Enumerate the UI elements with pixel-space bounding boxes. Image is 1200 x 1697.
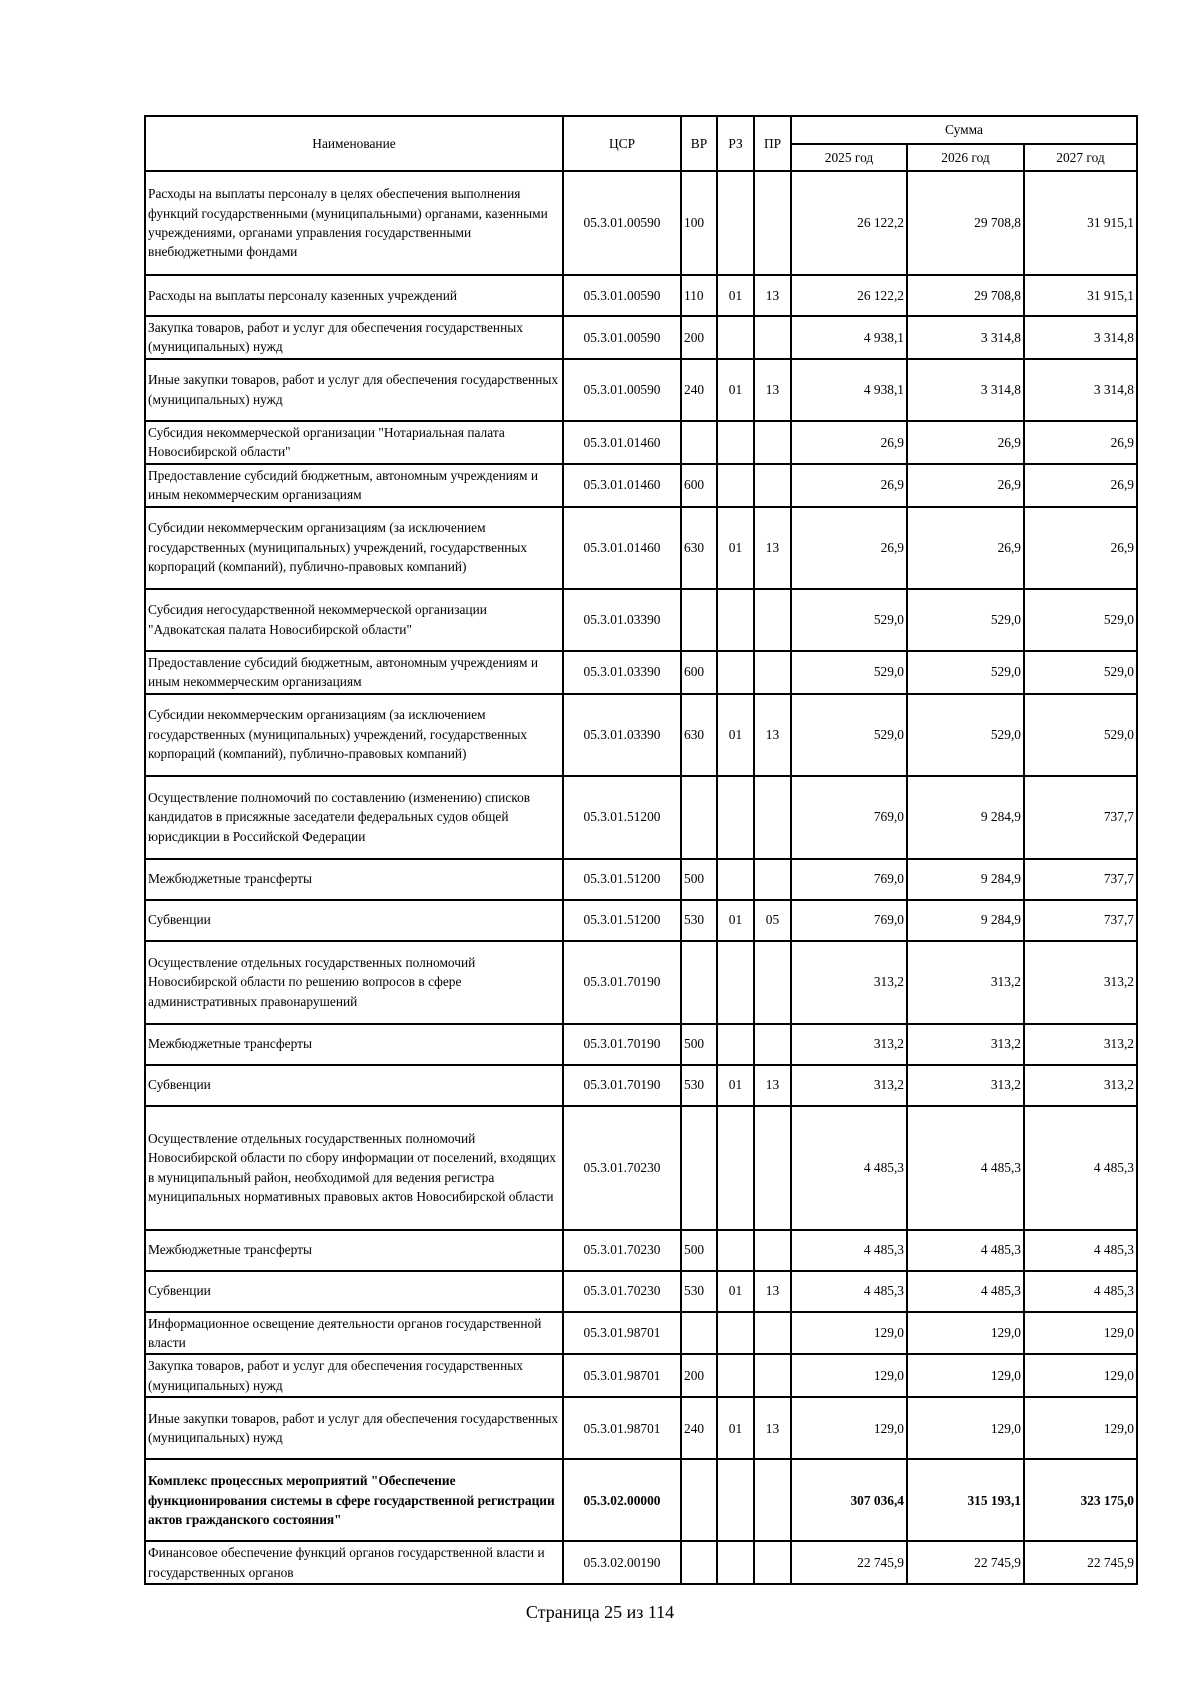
- row-rz-cell: [717, 421, 754, 464]
- row-pr-cell: [754, 316, 791, 359]
- row-2027-cell: 737,7: [1024, 776, 1137, 859]
- row-name-cell: Закупка товаров, работ и услуг для обеспечения государственных (муниципальных) нужд: [145, 316, 563, 359]
- row-csr-cell: 05.3.01.98701: [563, 1312, 681, 1355]
- row-vr-cell: 240: [681, 1397, 717, 1459]
- row-vr-cell: 110: [681, 275, 717, 316]
- row-2025-cell: 26,9: [791, 421, 907, 464]
- row-rz-cell: [717, 1354, 754, 1397]
- row-2025-cell: 4 485,3: [791, 1271, 907, 1312]
- table-row: [145, 1459, 1137, 1541]
- row-rz-cell: 01: [717, 507, 754, 589]
- row-2027-cell: 737,7: [1024, 859, 1137, 900]
- row-2025-cell: 769,0: [791, 776, 907, 859]
- row-2025-cell: 307 036,4: [791, 1459, 907, 1541]
- table-row: [145, 1271, 1137, 1312]
- row-2027-cell: 3 314,8: [1024, 316, 1137, 359]
- table-row: [145, 1312, 1137, 1355]
- row-vr-cell: 600: [681, 651, 717, 694]
- row-pr-cell: [754, 1459, 791, 1541]
- row-2025-cell: 4 938,1: [791, 316, 907, 359]
- row-2025-cell: 4 485,3: [791, 1106, 907, 1230]
- row-rz-cell: 01: [717, 694, 754, 776]
- table-row: [145, 1397, 1137, 1459]
- row-2027-cell: 26,9: [1024, 507, 1137, 589]
- row-name-cell: Субвенции: [145, 1065, 563, 1106]
- row-2026-cell: 26,9: [907, 421, 1024, 464]
- row-pr-cell: [754, 1541, 791, 1584]
- row-name-cell: Осуществление отдельных государственных полномочий Новосибирской области по решению вопросов в сфере административных правонарушений: [145, 941, 563, 1024]
- row-2027-cell: 31 915,1: [1024, 275, 1137, 316]
- row-pr-cell: 13: [754, 507, 791, 589]
- row-name-cell: Комплекс процессных мероприятий "Обеспечение функционирования системы в сфере государственной регистрации актов гражданского состояния": [145, 1459, 563, 1541]
- row-rz-cell: [717, 859, 754, 900]
- row-csr-cell: 05.3.01.51200: [563, 859, 681, 900]
- row-pr-cell: [754, 941, 791, 1024]
- row-rz-cell: [717, 1541, 754, 1584]
- row-pr-cell: 13: [754, 275, 791, 316]
- row-2025-cell: 529,0: [791, 651, 907, 694]
- row-vr-cell: [681, 421, 717, 464]
- table-row: [145, 859, 1137, 900]
- row-csr-cell: 05.3.01.98701: [563, 1397, 681, 1459]
- row-vr-cell: 500: [681, 859, 717, 900]
- header-csr: ЦСР: [563, 116, 681, 171]
- row-vr-cell: [681, 1312, 717, 1355]
- row-2027-cell: 529,0: [1024, 589, 1137, 651]
- table-body: [145, 171, 1137, 1584]
- table-row: [145, 776, 1137, 859]
- row-vr-cell: 630: [681, 694, 717, 776]
- row-csr-cell: 05.3.02.00190: [563, 1541, 681, 1584]
- row-2026-cell: 315 193,1: [907, 1459, 1024, 1541]
- row-2026-cell: 129,0: [907, 1354, 1024, 1397]
- row-csr-cell: 05.3.01.70190: [563, 1024, 681, 1065]
- row-2027-cell: 4 485,3: [1024, 1106, 1137, 1230]
- row-csr-cell: 05.3.01.70190: [563, 1065, 681, 1106]
- row-2027-cell: 26,9: [1024, 421, 1137, 464]
- row-rz-cell: [717, 1106, 754, 1230]
- row-vr-cell: 500: [681, 1230, 717, 1271]
- row-rz-cell: 01: [717, 1065, 754, 1106]
- row-name-cell: Межбюджетные трансферты: [145, 1024, 563, 1065]
- table-row: [145, 941, 1137, 1024]
- table-row: [145, 1065, 1137, 1106]
- row-name-cell: Межбюджетные трансферты: [145, 1230, 563, 1271]
- row-csr-cell: 05.3.01.51200: [563, 900, 681, 941]
- row-pr-cell: [754, 859, 791, 900]
- table-row: [145, 900, 1137, 941]
- row-vr-cell: 200: [681, 316, 717, 359]
- row-2025-cell: 26,9: [791, 464, 907, 507]
- row-rz-cell: [717, 316, 754, 359]
- row-pr-cell: 13: [754, 359, 791, 421]
- row-csr-cell: 05.3.01.70230: [563, 1230, 681, 1271]
- row-2026-cell: 22 745,9: [907, 1541, 1024, 1584]
- row-vr-cell: 600: [681, 464, 717, 507]
- row-csr-cell: 05.3.01.03390: [563, 651, 681, 694]
- row-vr-cell: [681, 1541, 717, 1584]
- table-row: [145, 651, 1137, 694]
- table-row: [145, 359, 1137, 421]
- row-csr-cell: 05.3.01.01460: [563, 464, 681, 507]
- row-2026-cell: 9 284,9: [907, 859, 1024, 900]
- row-2026-cell: 129,0: [907, 1312, 1024, 1355]
- row-pr-cell: 13: [754, 1397, 791, 1459]
- row-csr-cell: 05.3.01.01460: [563, 421, 681, 464]
- row-2026-cell: 529,0: [907, 589, 1024, 651]
- row-2025-cell: 26,9: [791, 507, 907, 589]
- row-csr-cell: 05.3.01.00590: [563, 171, 681, 275]
- table-row: [145, 1230, 1137, 1271]
- row-rz-cell: [717, 776, 754, 859]
- row-2026-cell: 3 314,8: [907, 359, 1024, 421]
- row-2025-cell: 769,0: [791, 859, 907, 900]
- row-2027-cell: 313,2: [1024, 1024, 1137, 1065]
- row-name-cell: Предоставление субсидий бюджетным, автономным учреждениям и иным некоммерческим организациям: [145, 464, 563, 507]
- row-name-cell: Предоставление субсидий бюджетным, автономным учреждениям и иным некоммерческим организациям: [145, 651, 563, 694]
- row-2026-cell: 9 284,9: [907, 776, 1024, 859]
- row-2025-cell: 4 938,1: [791, 359, 907, 421]
- row-csr-cell: 05.3.01.03390: [563, 694, 681, 776]
- row-2025-cell: 313,2: [791, 1065, 907, 1106]
- row-pr-cell: [754, 1024, 791, 1065]
- row-vr-cell: 630: [681, 507, 717, 589]
- row-pr-cell: [754, 776, 791, 859]
- row-2027-cell: 529,0: [1024, 651, 1137, 694]
- row-rz-cell: [717, 464, 754, 507]
- row-2025-cell: 26 122,2: [791, 275, 907, 316]
- row-vr-cell: [681, 941, 717, 1024]
- row-2027-cell: 529,0: [1024, 694, 1137, 776]
- table-row: [145, 1106, 1137, 1230]
- header-sum: Сумма: [791, 116, 1137, 144]
- page-number: Страница 25 из 114: [525, 1602, 675, 1622]
- row-csr-cell: 05.3.01.01460: [563, 507, 681, 589]
- row-2027-cell: 313,2: [1024, 1065, 1137, 1106]
- row-rz-cell: [717, 589, 754, 651]
- table-row: [145, 1354, 1137, 1397]
- row-2026-cell: 3 314,8: [907, 316, 1024, 359]
- row-2026-cell: 9 284,9: [907, 900, 1024, 941]
- row-vr-cell: [681, 589, 717, 651]
- row-pr-cell: [754, 421, 791, 464]
- row-pr-cell: 05: [754, 900, 791, 941]
- row-rz-cell: 01: [717, 1397, 754, 1459]
- row-pr-cell: 13: [754, 1271, 791, 1312]
- row-2027-cell: 313,2: [1024, 941, 1137, 1024]
- row-2025-cell: 4 485,3: [791, 1230, 907, 1271]
- row-2027-cell: 26,9: [1024, 464, 1137, 507]
- header-year-2025: 2025 год: [791, 144, 907, 171]
- row-2025-cell: 129,0: [791, 1312, 907, 1355]
- row-name-cell: Финансовое обеспечение функций органов государственной власти и государственных органов: [145, 1541, 563, 1584]
- row-rz-cell: [717, 1312, 754, 1355]
- row-name-cell: Информационное освещение деятельности органов государственной власти: [145, 1312, 563, 1355]
- row-name-cell: Субсидии некоммерческим организациям (за исключением государственных (муниципальных) учреждений, государственных корпораций (компаний), публично-правовых компаний): [145, 694, 563, 776]
- row-csr-cell: 05.3.01.51200: [563, 776, 681, 859]
- row-csr-cell: 05.3.02.00000: [563, 1459, 681, 1541]
- row-pr-cell: [754, 464, 791, 507]
- table-row: [145, 421, 1137, 464]
- row-2026-cell: 4 485,3: [907, 1106, 1024, 1230]
- row-pr-cell: [754, 589, 791, 651]
- row-name-cell: Субсидия негосударственной некоммерческой организации "Адвокатская палата Новосибирской области": [145, 589, 563, 651]
- row-pr-cell: [754, 171, 791, 275]
- row-2027-cell: 323 175,0: [1024, 1459, 1137, 1541]
- row-rz-cell: [717, 1024, 754, 1065]
- row-2026-cell: 529,0: [907, 694, 1024, 776]
- row-2026-cell: 29 708,8: [907, 171, 1024, 275]
- row-2026-cell: 26,9: [907, 507, 1024, 589]
- row-name-cell: Осуществление отдельных государственных полномочий Новосибирской области по сбору информации от поселений, входящих в муниципальный район, необходимой для ведения регистра муниципальных нормативных правовых актов Новосибирской области: [145, 1106, 563, 1230]
- row-2026-cell: 313,2: [907, 941, 1024, 1024]
- row-rz-cell: [717, 651, 754, 694]
- row-name-cell: Иные закупки товаров, работ и услуг для обеспечения государственных (муниципальных) нужд: [145, 359, 563, 421]
- row-2025-cell: 529,0: [791, 589, 907, 651]
- row-2027-cell: 4 485,3: [1024, 1271, 1137, 1312]
- row-rz-cell: [717, 941, 754, 1024]
- header-year-2026: 2026 год: [907, 144, 1024, 171]
- row-rz-cell: 01: [717, 275, 754, 316]
- row-vr-cell: 500: [681, 1024, 717, 1065]
- table-row: [145, 316, 1137, 359]
- row-2026-cell: 4 485,3: [907, 1230, 1024, 1271]
- row-2027-cell: 129,0: [1024, 1354, 1137, 1397]
- row-2027-cell: 3 314,8: [1024, 359, 1137, 421]
- row-pr-cell: 13: [754, 694, 791, 776]
- row-csr-cell: 05.3.01.70230: [563, 1106, 681, 1230]
- row-vr-cell: 530: [681, 1271, 717, 1312]
- row-2026-cell: 313,2: [907, 1065, 1024, 1106]
- row-vr-cell: [681, 776, 717, 859]
- row-pr-cell: [754, 651, 791, 694]
- row-name-cell: Субвенции: [145, 900, 563, 941]
- row-2025-cell: 129,0: [791, 1397, 907, 1459]
- table-row: [145, 589, 1137, 651]
- row-csr-cell: 05.3.01.70190: [563, 941, 681, 1024]
- row-name-cell: Субсидия некоммерческой организации "Нотариальная палата Новосибирской области": [145, 421, 563, 464]
- row-2026-cell: 4 485,3: [907, 1271, 1024, 1312]
- row-name-cell: Субсидии некоммерческим организациям (за исключением государственных (муниципальных) учреждений, государственных корпораций (компаний), публично-правовых компаний): [145, 507, 563, 589]
- row-rz-cell: 01: [717, 359, 754, 421]
- table-row: [145, 275, 1137, 316]
- row-2027-cell: 737,7: [1024, 900, 1137, 941]
- row-2027-cell: 22 745,9: [1024, 1541, 1137, 1584]
- row-rz-cell: [717, 1459, 754, 1541]
- row-2025-cell: 313,2: [791, 941, 907, 1024]
- row-name-cell: Субвенции: [145, 1271, 563, 1312]
- header-rz: РЗ: [717, 116, 754, 171]
- row-2027-cell: 129,0: [1024, 1397, 1137, 1459]
- row-rz-cell: [717, 1230, 754, 1271]
- row-2025-cell: 129,0: [791, 1354, 907, 1397]
- budget-table: [144, 115, 1138, 1585]
- row-2026-cell: 29 708,8: [907, 275, 1024, 316]
- row-pr-cell: [754, 1312, 791, 1355]
- row-vr-cell: 200: [681, 1354, 717, 1397]
- row-name-cell: Иные закупки товаров, работ и услуг для обеспечения государственных (муниципальных) нужд: [145, 1397, 563, 1459]
- row-2026-cell: 313,2: [907, 1024, 1024, 1065]
- row-2027-cell: 31 915,1: [1024, 171, 1137, 275]
- row-2025-cell: 26 122,2: [791, 171, 907, 275]
- row-vr-cell: 530: [681, 1065, 717, 1106]
- row-vr-cell: [681, 1459, 717, 1541]
- row-2025-cell: 769,0: [791, 900, 907, 941]
- row-csr-cell: 05.3.01.70230: [563, 1271, 681, 1312]
- row-name-cell: Закупка товаров, работ и услуг для обеспечения государственных (муниципальных) нужд: [145, 1354, 563, 1397]
- row-name-cell: Межбюджетные трансферты: [145, 859, 563, 900]
- table-row: [145, 171, 1137, 275]
- row-pr-cell: 13: [754, 1065, 791, 1106]
- table-row: [145, 507, 1137, 589]
- row-rz-cell: 01: [717, 900, 754, 941]
- row-vr-cell: 100: [681, 171, 717, 275]
- row-csr-cell: 05.3.01.98701: [563, 1354, 681, 1397]
- row-pr-cell: [754, 1354, 791, 1397]
- row-csr-cell: 05.3.01.00590: [563, 316, 681, 359]
- row-name-cell: Расходы на выплаты персоналу казенных учреждений: [145, 275, 563, 316]
- header-name: Наименование: [145, 116, 563, 171]
- table-row: [145, 694, 1137, 776]
- row-2026-cell: 529,0: [907, 651, 1024, 694]
- row-2026-cell: 26,9: [907, 464, 1024, 507]
- table-row: [145, 464, 1137, 507]
- row-2026-cell: 129,0: [907, 1397, 1024, 1459]
- header-year-2027: 2027 год: [1024, 144, 1137, 171]
- row-csr-cell: 05.3.01.00590: [563, 359, 681, 421]
- row-name-cell: Расходы на выплаты персоналу в целях обеспечения выполнения функций государственными (муниципальными) органами, казенными учреждениями, органами управления государственными внебюджетными фондами: [145, 171, 563, 275]
- row-vr-cell: 530: [681, 900, 717, 941]
- row-vr-cell: 240: [681, 359, 717, 421]
- row-csr-cell: 05.3.01.03390: [563, 589, 681, 651]
- row-2025-cell: 22 745,9: [791, 1541, 907, 1584]
- row-pr-cell: [754, 1230, 791, 1271]
- row-2025-cell: 313,2: [791, 1024, 907, 1065]
- row-2027-cell: 129,0: [1024, 1312, 1137, 1355]
- row-2025-cell: 529,0: [791, 694, 907, 776]
- row-rz-cell: [717, 171, 754, 275]
- row-name-cell: Осуществление полномочий по составлению (изменению) списков кандидатов в присяжные заседатели федеральных судов общей юрисдикции в Российской Федерации: [145, 776, 563, 859]
- header-vr: ВР: [681, 116, 717, 171]
- header-pr: ПР: [754, 116, 791, 171]
- row-2027-cell: 4 485,3: [1024, 1230, 1137, 1271]
- row-csr-cell: 05.3.01.00590: [563, 275, 681, 316]
- table-row: [145, 1024, 1137, 1065]
- row-pr-cell: [754, 1106, 791, 1230]
- row-vr-cell: [681, 1106, 717, 1230]
- row-rz-cell: 01: [717, 1271, 754, 1312]
- table-row: [145, 1541, 1137, 1584]
